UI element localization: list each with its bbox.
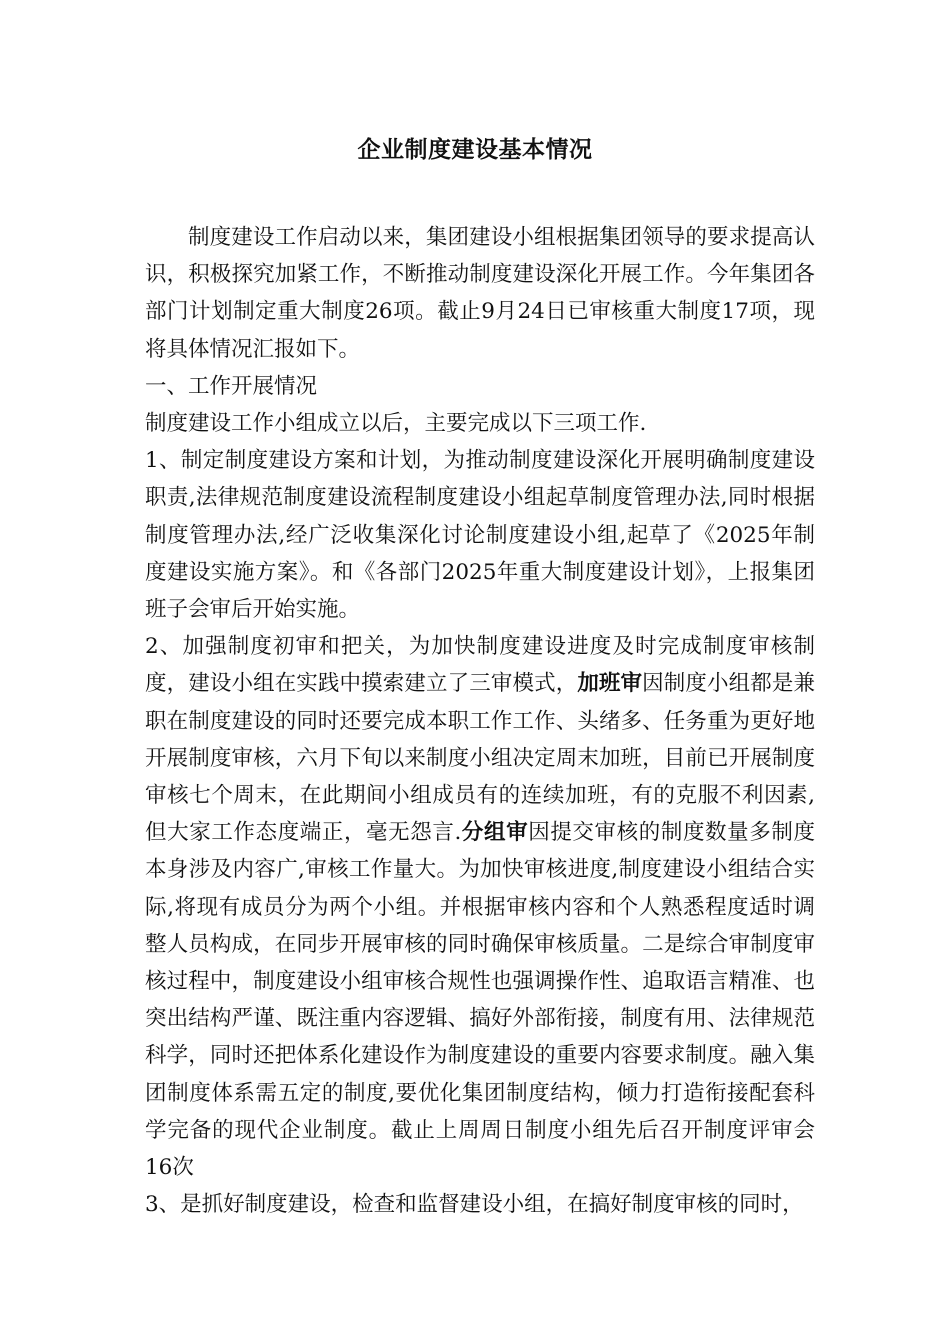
item-2-text-part1: 2、加强制度初审和把关，为加快制度建设进度及时完成制度审核制度，建设小组在实践中摸索建立了三审模式， (145, 634, 815, 697)
item-2-bold-overtime-review: 加班审 (577, 671, 643, 697)
item-2-paragraph (145, 628, 815, 1186)
item-1-paragraph: 1、制定制度建设方案和计划，为推动制度建设深化开展明确制度建设职责,法律规范制度建设流程制度建设小组起草制度管理办法,同时根据制度管理办法,经广泛收集深化讨论制度建设小组,起草了《2025年制度建设实施方案》。和《各部门2025年重大制度建设计划》，上报集团班子会审后开始实施。 (145, 448, 815, 623)
item-3-paragraph: 3、是抓好制度建设，检查和监督建设小组，在搞好制度审核的同时， (145, 1192, 804, 1218)
intro-paragraph: 制度建设工作启动以来，集团建设小组根据集团领导的要求提高认识，积极探究加紧工作，不断推动制度建设深化开展工作。今年集团各部门计划制定重大制度26项。截止9月24日已审核重大制度17项，现将具体情况汇报如下。 (145, 225, 815, 362)
summary-paragraph: 制度建设工作小组成立以后，主要完成以下三项工作. (145, 411, 647, 437)
document-title: 企业制度建设基本情况 (357, 136, 593, 163)
item-2-bold-group-review: 分组审 (461, 820, 529, 846)
item-2-text-part3: 因提交审核的制度数量多制度本身涉及内容广,审核工作量大。为加快审核进度,制度建设小组结合实际,将现有成员分为两个小组。并根据审核内容和个人熟悉程度适时调整人员构成，在同步开展审核的同时确保审核质量。二是综合审制度审核过程中，制度建设小组审核合规性也强调操作性、追取语言精准、也突出结构严谨、既注重内容逻辑、搞好外部衔接，制度有用、法律规范科学，同时还把体系化建设作为制度建设的重要内容要求制度。融入集团制度体系需五定的制度,要优化集团制度结构，倾力打造衔接配套科学完备的现代企业制度。截止上周周日制度小组先后召开制度评审会16次 (145, 820, 815, 1181)
section-heading: 一、工作开展情况 (145, 373, 318, 399)
item-2-text-part2: 因制度小组都是兼职在制度建设的同时还要完成本职工作工作、头绪多、任务重为更好地开展制度审核，六月下旬以来制度小组决定周末加班，目前已开展制度审核七个周末，在此期间小组成员有的连续加班，有的克服不利因素,但大家工作态度端正，毫无怨言. (145, 671, 815, 846)
document-body (145, 219, 815, 1223)
